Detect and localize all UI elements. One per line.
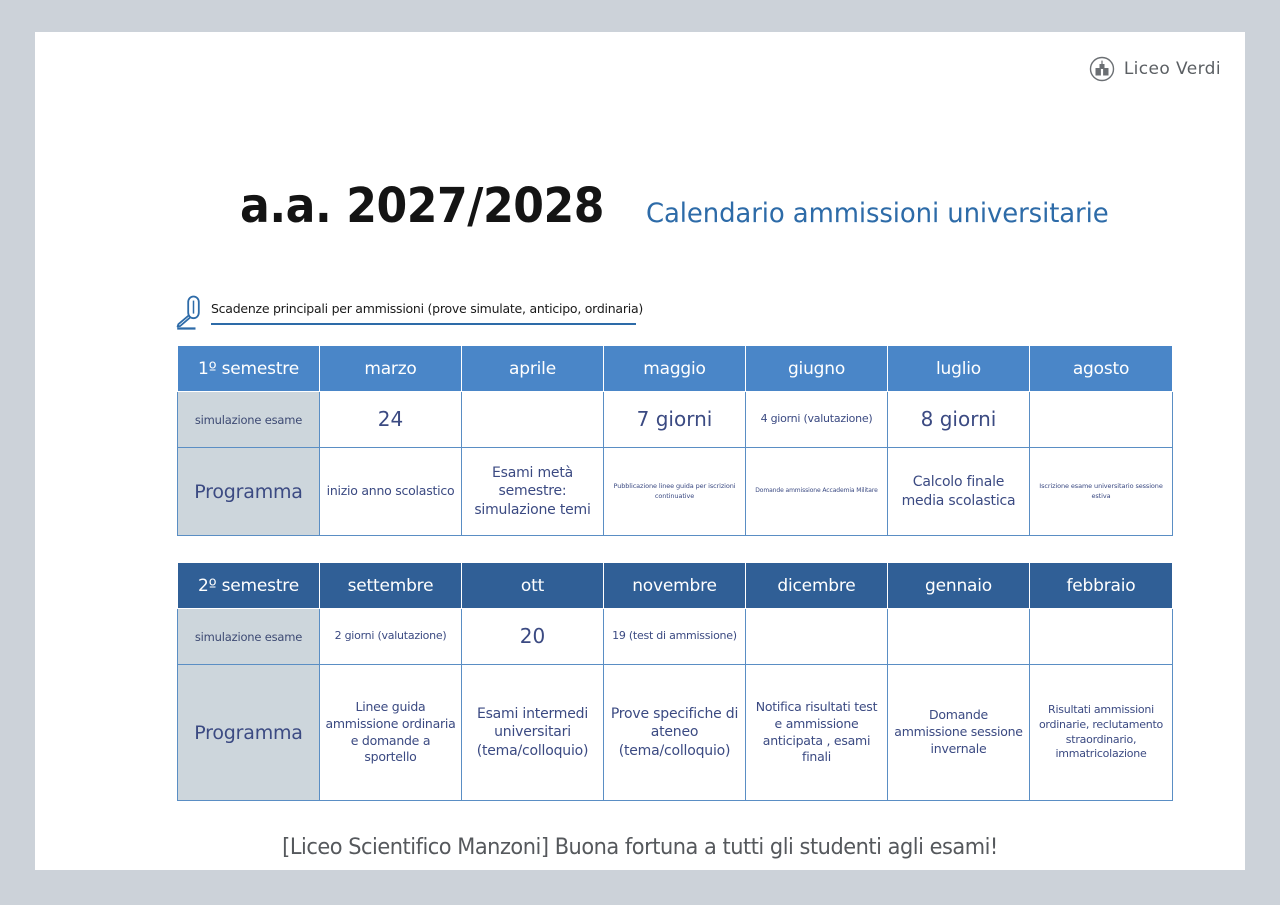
cell-value: 24: [320, 392, 462, 448]
header-cell-month: giugno: [746, 346, 888, 392]
table-row: [178, 609, 1173, 665]
table-row: [178, 448, 1173, 536]
semester-2-table: [177, 562, 1173, 801]
title-main: a.a. 2027/2028: [240, 178, 605, 234]
cell-value: Domande ammissione Accademia Militare: [746, 448, 888, 536]
semester-1-table: [177, 345, 1173, 536]
cell-value: Iscrizione esame universitario sessione estiva: [1030, 448, 1173, 536]
table-row: [178, 392, 1173, 448]
school-building-icon: [1089, 56, 1115, 82]
header-cell-month: agosto: [1030, 346, 1173, 392]
header-cell-month: maggio: [604, 346, 746, 392]
note-text: Scadenze principali per ammissioni (prove simulate, anticipo, ordinaria): [211, 301, 643, 316]
row-label-programma: Programma: [178, 665, 320, 801]
poster-card: [35, 32, 1245, 870]
cell-value: Calcolo finale media scolastica: [888, 448, 1030, 536]
header-cell-month: gennaio: [888, 563, 1030, 609]
header-cell-month: luglio: [888, 346, 1030, 392]
cell-value: 2 giorni (valutazione): [320, 609, 462, 665]
cell-value: 4 giorni (valutazione): [746, 392, 888, 448]
cell-value: [1030, 392, 1173, 448]
header-cell-month: ott: [462, 563, 604, 609]
cell-value: [462, 392, 604, 448]
page-title: [240, 178, 1128, 234]
row-label-simulazione: simulazione esame: [178, 392, 320, 448]
cell-value: 19 (test di ammissione): [604, 609, 746, 665]
cell-value: Pubblicazione linee guida per iscrizioni continuative: [604, 448, 746, 536]
cell-value: [1030, 609, 1173, 665]
cell-value: Notifica risultati test e ammissione anticipata , esami finali: [746, 665, 888, 801]
row-label-programma: Programma: [178, 448, 320, 536]
cell-value: Risultati ammissioni ordinarie, reclutamento straordinario, immatricolazione: [1030, 665, 1173, 801]
note-underline: [211, 323, 636, 325]
cell-value: Prove specifiche di ateneo (tema/colloquio): [604, 665, 746, 801]
title-subtitle: Calendario ammissioni universitarie: [645, 198, 1109, 229]
cell-value: 20: [462, 609, 604, 665]
note-body: [211, 293, 643, 325]
cell-value: 7 giorni: [604, 392, 746, 448]
table-header-row: [178, 346, 1173, 392]
note-block: [173, 293, 643, 331]
header-cell-semester: 2º semestre: [178, 563, 320, 609]
header-cell-month: marzo: [320, 346, 462, 392]
cell-value: 8 giorni: [888, 392, 1030, 448]
brand: [1089, 56, 1221, 82]
header-cell-month: aprile: [462, 346, 604, 392]
row-label-simulazione: simulazione esame: [178, 609, 320, 665]
header-cell-month: settembre: [320, 563, 462, 609]
cell-value: Esami intermedi universitari (tema/colloquio): [462, 665, 604, 801]
table-header-row: [178, 563, 1173, 609]
header-cell-month: febbraio: [1030, 563, 1173, 609]
header-cell-month: dicembre: [746, 563, 888, 609]
cell-value: Domande ammissione sessione invernale: [888, 665, 1030, 801]
brand-name: Liceo Verdi: [1123, 59, 1221, 79]
footer-message: [Liceo Scientifico Manzoni] Buona fortuna a tutti gli studenti agli esami!: [282, 835, 998, 860]
pen-icon: [173, 293, 203, 331]
cell-value: [888, 609, 1030, 665]
header-cell-semester: 1º semestre: [178, 346, 320, 392]
cell-value: Esami metà semestre: simulazione temi: [462, 448, 604, 536]
cell-value: Linee guida ammissione ordinaria e domande a sportello: [320, 665, 462, 801]
cell-value: inizio anno scolastico: [320, 448, 462, 536]
cell-value: [746, 609, 888, 665]
header-cell-month: novembre: [604, 563, 746, 609]
table-row: [178, 665, 1173, 801]
